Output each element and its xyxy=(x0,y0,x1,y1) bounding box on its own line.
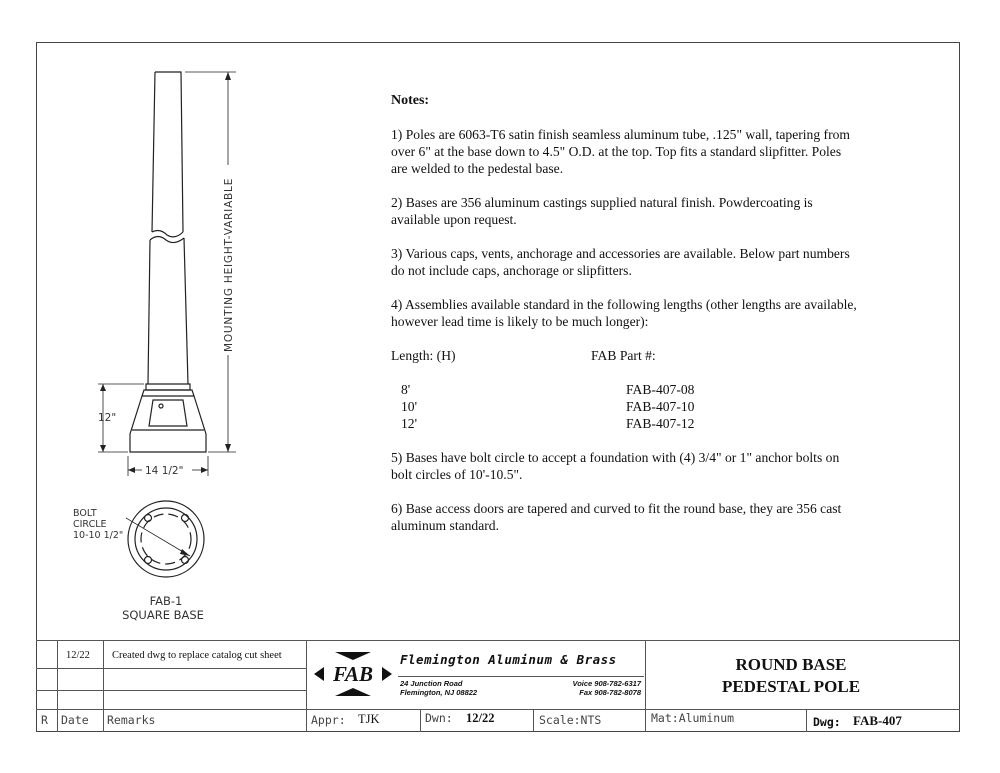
col-remarks-label: Remarks xyxy=(107,713,156,727)
length-value: 10' xyxy=(401,399,418,414)
notes-title: Notes: xyxy=(391,93,430,108)
note-2: 2) Bases are 356 aluminum castings supplied natural finish. Powdercoating is available upon request. xyxy=(391,195,813,227)
length-value: 12' xyxy=(401,416,418,431)
bolt-label-line2: CIRCLE xyxy=(73,519,107,530)
fax-phone: Fax 908-782-8078 xyxy=(579,688,641,697)
height-dimension-label: 12" xyxy=(98,412,117,424)
fab-logo xyxy=(312,650,394,698)
note-3: 3) Various caps, vents, anchorage and accessories are available. Below part numbers do not include caps, anchorage or slipfitters. xyxy=(391,246,850,278)
col-r-label: R xyxy=(41,713,48,727)
approved-value: TJK xyxy=(358,712,380,726)
col-date-label: Date xyxy=(61,713,89,727)
mounting-height-label: MOUNTING HEIGHT-VARIABLE xyxy=(223,177,235,352)
note-5: 5) Bases have bolt circle to accept a foundation with (4) 3/4" or 1" anchor bolts on bolt circles of 10'-10.5". xyxy=(391,450,840,482)
length-row xyxy=(391,381,861,398)
drawn-label: Dwn: xyxy=(425,711,453,725)
drawing-title-line2: PEDESTAL POLE xyxy=(721,677,861,696)
note-6: 6) Base access doors are tapered and curved to fit the round base, they are 356 cast aluminum standard. xyxy=(391,501,842,533)
approved-label: Appr: xyxy=(311,713,346,727)
pole-drawing xyxy=(60,60,260,630)
width-dimension-label: 14 1/2" xyxy=(145,465,184,477)
drawing-title-line1: ROUND BASE xyxy=(735,655,847,674)
material-label: Mat:Aluminum xyxy=(651,711,735,725)
revision-remark: Created dwg to replace catalog cut sheet xyxy=(112,650,282,661)
base-name-line2: SQUARE BASE xyxy=(122,608,204,622)
length-row xyxy=(391,398,861,415)
dwg-number: FAB-407 xyxy=(853,713,902,728)
length-value: 8' xyxy=(401,382,411,397)
note-1: 1) Poles are 6063-T6 satin finish seamless aluminum tube, .125" wall, tapering from over 6" at the base down to 4.5" O.D. at the top. Top fits a standard slipfitter. Poles are welded to the pedestal base. xyxy=(391,127,850,176)
length-header: Length: (H) xyxy=(391,348,456,363)
part-number: FAB-407-10 xyxy=(626,399,695,414)
part-number: FAB-407-08 xyxy=(626,382,695,397)
address-line2: Flemington, NJ 08822 xyxy=(400,688,478,697)
company-name: Flemington Aluminum & Brass xyxy=(400,652,617,667)
dwg-label: Dwg: xyxy=(813,715,841,729)
notes-block xyxy=(391,92,861,551)
base-name-line1: FAB-1 xyxy=(149,594,183,608)
note-4: 4) Assemblies available standard in the following lengths (other lengths are available, however lead time is likely to be much longer): xyxy=(391,297,857,329)
revision-date: 12/22 xyxy=(66,650,90,661)
drawn-value: 12/22 xyxy=(466,711,495,725)
length-table-header xyxy=(391,347,861,364)
bolt-label-line1: BOLT xyxy=(73,508,97,519)
part-header: FAB Part #: xyxy=(591,348,656,363)
logo-text: FAB xyxy=(332,662,374,686)
voice-phone: Voice 908-782-6317 xyxy=(572,679,641,688)
length-table xyxy=(391,381,861,432)
length-row xyxy=(391,415,861,432)
part-number: FAB-407-12 xyxy=(626,416,695,431)
bolt-label-line3: 10-10 1/2" xyxy=(73,530,124,541)
address-line1: 24 Junction Road xyxy=(400,679,463,688)
scale-label: Scale:NTS xyxy=(539,713,602,727)
